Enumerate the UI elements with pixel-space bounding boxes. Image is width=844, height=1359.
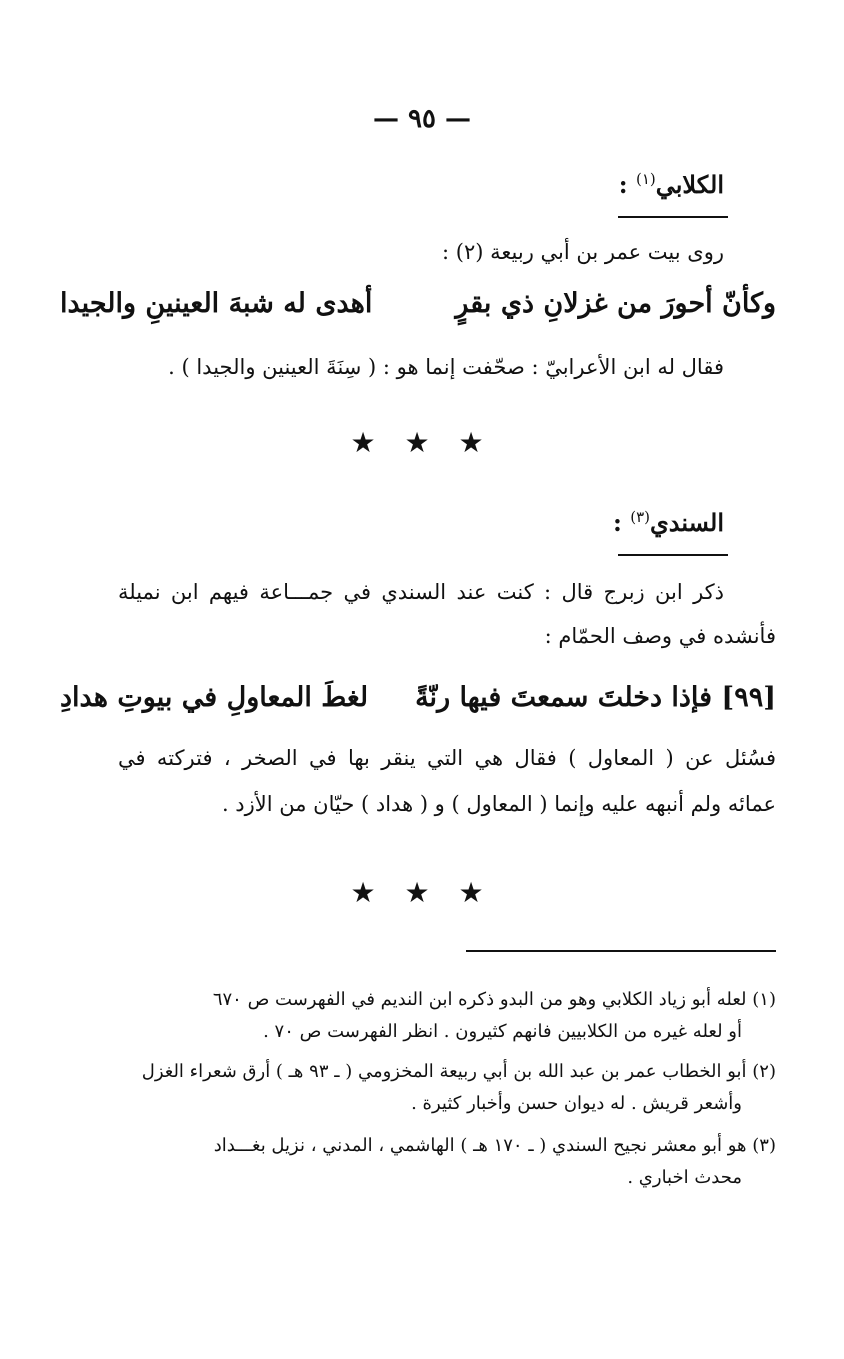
verse-first-hemistich: [٩٩] فإذا دخلتَ سمعتَ فيها رنّةً bbox=[415, 682, 776, 713]
heading-text: السندي bbox=[649, 508, 724, 537]
heading-colon: : bbox=[618, 170, 628, 199]
verse-1 bbox=[60, 288, 776, 328]
footnote-line: وأشعر قريش . له ديوان حسن وأخبار كثيرة . bbox=[411, 1093, 742, 1114]
section-heading-kilabi bbox=[619, 170, 724, 199]
heading-underline bbox=[618, 554, 728, 556]
footnote-2 bbox=[110, 1056, 776, 1120]
verse-first-hemistich: وكأنّ أحورَ من غزلانِ ذي بقرٍ bbox=[455, 288, 776, 319]
footnote-rule bbox=[466, 950, 776, 952]
footnote-line: محدث اخباري . bbox=[627, 1167, 742, 1188]
footnote-3 bbox=[110, 1130, 776, 1194]
footnote-ref: (١) bbox=[635, 170, 656, 188]
footnote-line: أو لعله غيره من الكلابيين فانهم كثيرون . انظر الفهرست ص ٧٠ . bbox=[263, 1021, 742, 1042]
footnote-ref: (٣) bbox=[630, 508, 650, 526]
intro-line-2: فأنشده في وصف الحمّام : bbox=[544, 624, 776, 648]
verse-second-hemistich: أهدى له شبهَ العينينِ والجيدا bbox=[60, 288, 373, 319]
page-number: — ٩٥ — bbox=[372, 104, 472, 134]
verse-2 bbox=[60, 682, 776, 722]
intro-line-1: ذكر ابن زبرج قال : كنت عند السندي في جمـــاعة فيهم ابن نميلة bbox=[118, 580, 724, 604]
heading-underline bbox=[618, 216, 728, 218]
footnote-line: (١) لعله أبو زياد الكلابي وهو من البدو ذكره ابن النديم في الفهرست ص ٦٧٠ bbox=[212, 989, 776, 1010]
comment-line: فقال له ابن الأعرابيّ : صحّفت إنما هو : ( سِنَةَ العينين والجيدا ) . bbox=[168, 355, 724, 379]
comment-line-1: فسُئل عن ( المعاول ) فقال هي التي ينقر بها في الصخر ، فتركته في bbox=[118, 746, 776, 770]
heading-colon: : bbox=[612, 508, 622, 537]
verse-second-hemistich: لغطَ المعاولِ في بيوتِ هدادِ bbox=[60, 682, 369, 713]
section-separator: ★ ★ ★ bbox=[350, 876, 494, 909]
footnote-1 bbox=[110, 984, 776, 1048]
heading-text: الكلابي bbox=[655, 170, 724, 199]
intro-line: روى بيت عمر بن أبي ربيعة (٢) : bbox=[442, 240, 724, 264]
comment-line-2: عمائه ولم أنبهه عليه وإنما ( المعاول ) و ( هداد ) حيّان من الأزد . bbox=[221, 792, 776, 816]
section-heading-sindi bbox=[613, 508, 724, 537]
footnote-line: (٢) أبو الخطاب عمر بن عبد الله بن أبي ربيعة المخزومي ( ـ ٩٣ هـ ) أرق شعراء الغزل bbox=[141, 1061, 776, 1082]
footnote-line: (٣) هو أبو معشر نجيح السندي ( ـ ١٧٠ هـ ) الهاشمي ، المدني ، نزيل بغـــداد bbox=[213, 1135, 776, 1156]
section-separator: ★ ★ ★ bbox=[350, 426, 494, 459]
